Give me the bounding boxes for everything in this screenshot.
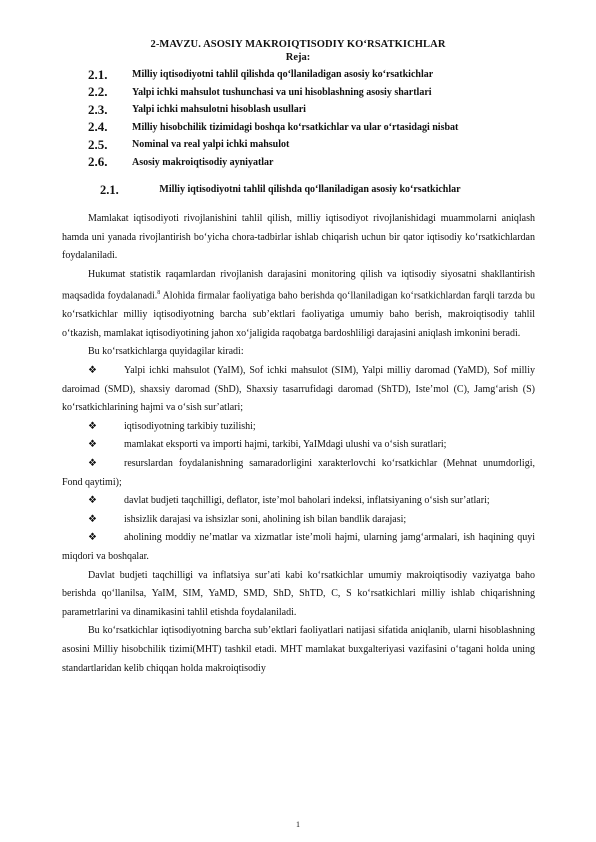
toc-text: Yalpi ichki mahsulotni hisoblash usullari	[132, 104, 306, 116]
list-item-text: aholining moddiy neʼmatlar va xizmatlar isteʼmoli hajmi, ularning jamgʻarmalari, ish haqining quyi miqdori va boshqalar.	[62, 532, 535, 563]
toc-text: Asosiy makroiqtisodiy ayniyatlar	[132, 156, 274, 168]
toc-item	[88, 136, 558, 154]
plan-heading: Reja:	[285, 52, 311, 63]
list-item-text: Yalpi ichki mahsulot (YaIM), Sof ichki mahsulot (SIM), Yalpi milliy daromad (YaMD), Sof milliy daroimad (SMD), shaxsiy daromad (ShD), Shaxsiy tasarrufidagi daromad (ShTD), Isteʼmol (C), Jamgʻarish (S) koʻrsatkichlarining hajmi va oʻsish surʼatlari;	[62, 365, 535, 414]
diamond-bullet-icon: ❖	[88, 458, 97, 470]
paragraph	[62, 266, 535, 344]
footnote-marker: 8	[157, 290, 161, 297]
paragraph: Davlat budjeti taqchilligi va inflatsiya surʼati kabi koʻrsatkichlar umumiy makroiqtisodiy vaziyatga baho berishda qoʻllanilsa, YaIM, SIM, YaMD, SMD, ShD, ShTD, C, S koʻrsatkichlari milliy ishlab chiqarishning parametrlarini va dinamikasini tahlil etishda foydalaniladi.	[62, 569, 535, 618]
toc-item	[88, 101, 558, 119]
list-item	[62, 418, 535, 437]
toc-number: 2.2.	[88, 84, 108, 100]
toc-item	[88, 119, 558, 137]
toc-number: 2.6.	[88, 154, 108, 170]
list-item-text: davlat budjeti taqchilligi, deflator, isteʼmol baholari indeksi, inflatsiyaning oʻsish surʼatlari;	[124, 495, 490, 507]
paragraph-text: Alohida firmalar faoliyatiga baho berishda qoʻllaniladigan koʻrsatkichlardan farqli tarzda bu koʻrsatkichlar milliy iqtisodiyotning barcha subʼektlari faoliyatiga umumiy baho berish, makroiqtisodiy tahlil oʻtkazish, mamlakat iqtisodiyotining jahon xoʻjaligida raqobatga bardoshliligi darajasini aniqlash imkonini beradi.	[62, 290, 536, 339]
body-text	[62, 210, 535, 678]
list-item-text: resurslardan foydalanishning samaradorligini xarakterlovchi koʻrsatkichlar (Mehnat unumdorligi, Fond qaytimi);	[62, 458, 535, 488]
toc-text: Nominal va real yalpi ichki mahsulot	[132, 139, 290, 151]
section-title: Milliy iqtisodiyotni tahlil qilishda qoʻllaniladigan asosiy koʻrsatkichlar	[159, 184, 461, 195]
toc-text: Yalpi ichki mahsulot tushunchasi va uni hisoblashning asosiy shartlari	[132, 86, 432, 98]
list-item-text: ishsizlik darajasi va ishsizlar soni, aholining ish bilan bandlik darajasi;	[124, 513, 407, 525]
diamond-bullet-icon: ❖	[88, 532, 97, 544]
toc-number: 2.3.	[88, 101, 108, 117]
list-item	[62, 511, 535, 530]
diamond-bullet-icon: ❖	[88, 420, 97, 432]
page-title: 2-MAVZU. ASOSIY MAKROIQTISODIY KOʻRSATKICHLAR	[150, 39, 446, 50]
diamond-bullet-icon: ❖	[88, 513, 97, 525]
page-number: 1	[296, 820, 300, 829]
toc-number: 2.4.	[88, 119, 108, 135]
list-item	[62, 436, 535, 455]
toc-text: Milliy iqtisodiyotni tahlil qilishda qoʻllaniladigan asosiy koʻrsatkichlar	[132, 69, 434, 81]
list-item	[62, 529, 535, 566]
list-item-text: iqtisodiyotning tarkibiy tuzilishi;	[124, 420, 256, 432]
list-item	[62, 362, 535, 418]
toc-number: 2.1.	[88, 66, 108, 82]
paragraph: Bu koʻrsatkichlar iqtisodiyotning barcha subʼektlari faoliyatlari natijasi sifatida aniqlanib, ularni hisoblashning asosini Milliy hisobchilik tizimi(MHT) tashkil etadi. MHT mamlakat buxgalteriyasi vazifasini oʻtagani holda uning standartlaridan kelib chiqqan holda makroiqtisodiy	[62, 625, 535, 674]
diamond-bullet-icon: ❖	[88, 495, 97, 507]
toc-number: 2.5.	[88, 136, 108, 152]
paragraph: Bu koʻrsatkichlarga quyidagilar kiradi:	[88, 346, 244, 358]
list-item-text: mamlakat eksporti va importi hajmi, tarkibi, YaIMdagi ulushi va oʻsish suratlari;	[124, 439, 447, 451]
list-item	[62, 492, 535, 511]
diamond-bullet-icon: ❖	[88, 439, 97, 451]
paragraph-text: Hukumat statistik raqamlardan rivojlanish darajasini monitoring qilish va iqtisodiy siyosatni shakllantirish maqsadida foydalanadi.	[62, 268, 535, 302]
paragraph: Mamlakat iqtisodiyoti rivojlanishini tahlil qilish, milliy iqtisodiyot rivojlanishidagi muammolarni aniqlash hamda uni yanada rivojlantirish boʻyicha chora-tadbirlar ishlab chiqarish uchun bir qator iqtisodiy koʻrsatkichlardan foydalaniladi.	[62, 213, 535, 262]
list-item	[62, 455, 535, 492]
toc-item	[88, 84, 558, 102]
table-of-contents	[88, 66, 558, 171]
toc-text: Milliy hisobchilik tizimidagi boshqa koʻrsatkichlar va ular oʻrtasidagi nisbat	[132, 121, 459, 133]
section-number: 2.1.	[100, 183, 119, 197]
toc-item	[88, 66, 558, 84]
toc-item	[88, 154, 558, 172]
diamond-bullet-icon: ❖	[88, 365, 97, 377]
